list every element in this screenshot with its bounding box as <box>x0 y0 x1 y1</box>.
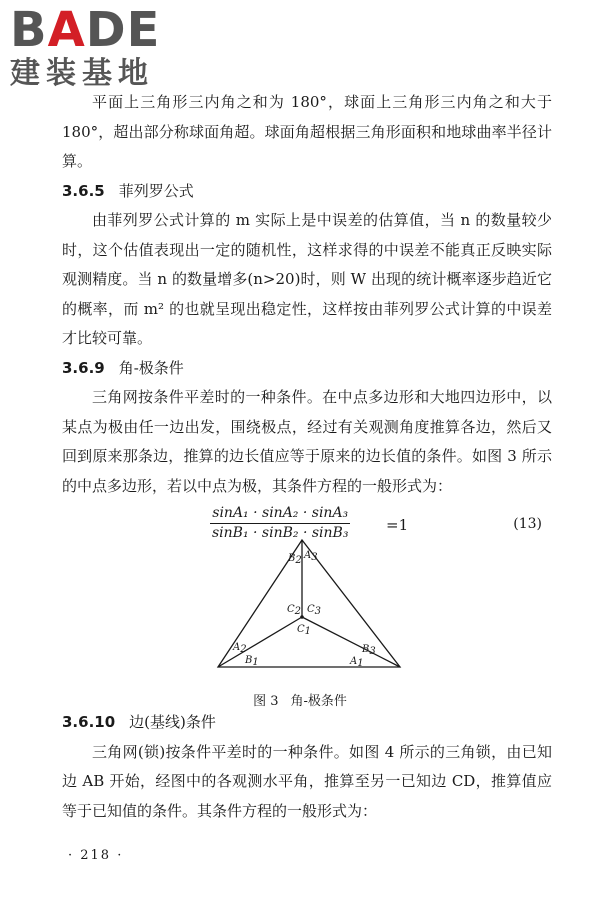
figure-caption <box>0 690 600 709</box>
paragraph-side-baseline-condition: 三角网(锁)按条件平差时的一种条件。如图 4 所示的三角锁，由已知边 AB 开始，经图中的各观测水平角，推算至另一已知边 CD，推算值应等于已知值的条件。其条件方程的一般形式为： <box>62 742 552 820</box>
angle-label-b2: B2 <box>288 553 302 566</box>
logo-wordmark: BADE <box>10 2 161 58</box>
paragraph-angle-pole-condition: 三角网按条件平差时的一种条件。在中点多边形和大地四边形中，以某点为极由任一边出发，围绕极点，经过有关观测角度推算各边，然后又回到原来那条边，推算的边长值应等于原来的边长值的条件。如图 3 所示的中点多边形，若以中点为极，其条件方程的一般形式为： <box>62 388 552 495</box>
section-title: 边(基线)条件 <box>129 713 216 731</box>
section-title: 角-极条件 <box>118 358 184 377</box>
central-polygon-figure <box>200 535 420 675</box>
angle-label-a2: A2 <box>233 642 247 655</box>
section-number: 3.6.5 <box>62 181 105 200</box>
fraction-denominator: sinB₁ · sinB₂ · sinB₃ <box>212 525 349 541</box>
paragraph-ferrero-formula: 由菲列罗公式计算的 m 实际上是中误差的估算值，当 n 的数量较少时，这个估值表现出一定的随机性，这样求得的中误差不能真正反映实际观测精度。当 n 的数量增多(n>20)时，则 W 出现的统计概率逐步趋近它的概率，而 m² 的也就呈现出稳定性，这样按由菲列罗公式计算的中误差才比较可靠。 <box>62 211 552 347</box>
page-body-lower <box>62 708 552 826</box>
equation-rhs: =1 <box>386 516 409 534</box>
angle-label-a1: A1 <box>350 656 364 669</box>
angle-label-b3: B3 <box>362 644 376 657</box>
section-heading-3610 <box>62 708 552 738</box>
section-number: 3.6.9 <box>62 358 105 377</box>
fraction-numerator: sinA₁ · sinA₂ · sinA₃ <box>210 505 350 524</box>
section-heading-365 <box>62 177 552 207</box>
figure-caption-text: 角-极条件 <box>290 694 347 709</box>
equation-number: (13) <box>513 516 542 532</box>
section-number: 3.6.10 <box>62 713 116 731</box>
angle-label-c2: C2 <box>287 604 302 617</box>
angle-label-a3: A3 <box>304 550 318 563</box>
page-body <box>62 88 552 559</box>
median-left <box>218 617 302 667</box>
watermark-logo <box>10 4 180 94</box>
angle-label-b1: B1 <box>245 655 259 668</box>
paragraph-spherical-excess: 平面上三角形三内角之和为 180°，球面上三角形三内角之和大于 180°，超出部分称球面角超。球面角超根据三角形面积和地球曲率半径计算。 <box>62 93 552 170</box>
angle-label-c3: C3 <box>307 604 322 617</box>
angle-label-c1: C1 <box>297 624 312 637</box>
section-title: 菲列罗公式 <box>118 181 194 200</box>
section-heading-369 <box>62 354 552 384</box>
logo-subtitle: 建装基地 <box>10 56 154 91</box>
figure-number: 图 3 <box>253 694 279 709</box>
page-number: · 218 · <box>68 848 124 863</box>
